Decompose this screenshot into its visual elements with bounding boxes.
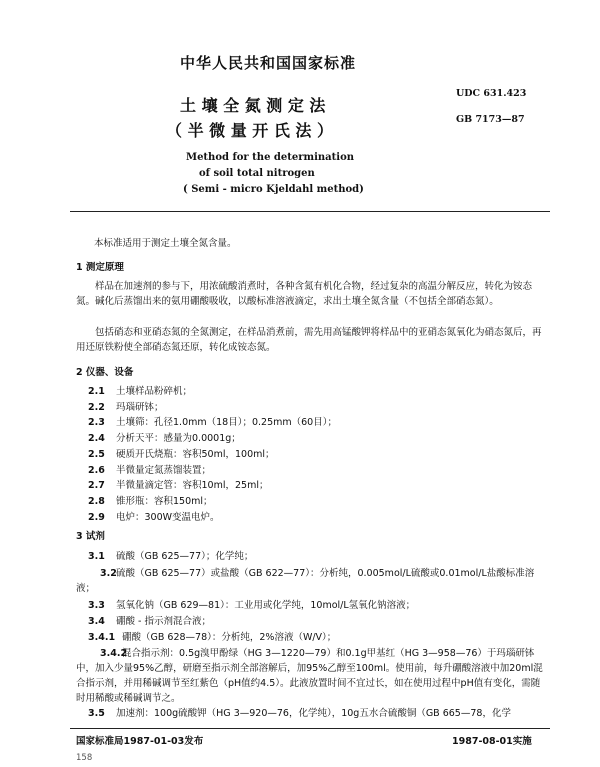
title-cn: 土 壤 全 氮 测 定 法 xyxy=(180,96,326,115)
subtitle-cn: （ 半 微 量 开 氏 法 ） xyxy=(166,121,333,140)
page-number: 158 xyxy=(76,753,93,763)
implementation-date: 1987-08-01实施 xyxy=(452,736,532,747)
section-1-title: 1 测定原理 xyxy=(76,262,124,273)
reagent-3-1: 3.1 硫酸（GB 625—77）；化学纯； xyxy=(88,551,254,562)
udc-code: UDC 631.423 xyxy=(456,88,527,99)
scope-text: 本标准适用于测定土壤全氮含量。 xyxy=(94,238,237,249)
national-standard-heading: 中华人民共和国国家标准 xyxy=(180,54,357,72)
reagent-3-2: 3.2硫酸（GB 625—77）或盐酸（GB 622—77）：分析纯，0.005mol/L硫酸或0.01mol/L盐酸标准溶液； xyxy=(76,568,535,594)
reagent-3-3: 3.3 氢氧化钠（GB 629—81）：工业用或化学纯，10mol/L氢氧化钠溶液； xyxy=(88,600,416,611)
section-1-paragraph-2: 包括硝态和亚硝态氮的全氮测定，在样品消煮前，需先用高锰酸钾将样品中的亚硝态氮氧化为硝态氮后，再用还原铁粉使全部硝态氮还原，转化成铵态氮。 xyxy=(76,327,542,353)
title-en-line-3: ( Semi - micro Kjeldahl method) xyxy=(183,184,364,195)
reagent-3-4: 3.4 硼酸 - 指示剂混合液； xyxy=(88,616,211,627)
equipment-item: 2.7 半微量滴定管：容积10ml，25ml； xyxy=(88,480,269,492)
equipment-list xyxy=(88,384,548,525)
equipment-item: 2.9 电炉：300W变温电炉。 xyxy=(88,511,220,523)
equipment-item: 2.6 半微量定氮蒸馏装置； xyxy=(88,464,212,476)
title-en-line-1: Method for the determination xyxy=(186,152,355,163)
header-divider xyxy=(70,211,550,212)
issue-date: 国家标准局1987-01-03发布 xyxy=(76,736,204,747)
reagent-3-5: 3.5 加速剂：100g硫酸钾（HG 3—920—76，化学纯），10g五水合硫酸铜（GB 665—78，化学 xyxy=(88,708,511,719)
equipment-item: 2.8 锥形瓶：容积150ml； xyxy=(88,495,213,507)
equipment-item: 2.5 硬质开氏烧瓶：容积50ml，100ml； xyxy=(88,448,275,460)
reagent-3-4-1: 3.4.1 硼酸（GB 628—78）：分析纯，2%溶液（W/V）； xyxy=(88,632,337,643)
section-2-title: 2 仪器、设备 xyxy=(76,367,134,378)
section-1-paragraph-1: 样品在加速剂的参与下，用浓硫酸消煮时，各种含氮有机化合物，经过复杂的高温分解反应，转化为铵态氮。碱化后蒸馏出来的氨用硼酸吸收，以酸标准溶液滴定，求出土壤全氮含量（不包括全部硝态氮）。 xyxy=(76,281,533,307)
equipment-item: 2.1 土壤样品粉碎机； xyxy=(88,386,193,397)
title-en-line-2: of soil total nitrogen xyxy=(199,168,315,179)
gb-code: GB 7173—87 xyxy=(456,114,525,125)
reagent-3-4-2: 3.4.2混合指示剂：0.5g溴甲酚绿（HG 3—1220—79）和0.1g甲基红（HG 3—958—76）于玛瑙研钵中，加入少量95%乙醇，研磨至指示剂全部溶解后，加95%乙醇至100ml。使用前，每升硼酸溶液中加20ml混合指示剂，并用稀碱调节至红紫色（pH值约4.5）。此液放置时间不宜过长，如在使用过程中pH值有变化，需随时用稀酸或稀碱调节之。 xyxy=(76,648,543,704)
equipment-item: 2.4 分析天平：感量为0.0001g； xyxy=(88,433,241,445)
footer-divider xyxy=(70,728,550,729)
section-3-title: 3 试剂 xyxy=(76,531,105,542)
equipment-item: 2.3 土壤筛：孔径1.0mm（18目）；0.25mm（60目）； xyxy=(88,417,337,429)
equipment-item: 2.2 玛瑙研钵； xyxy=(88,401,164,413)
